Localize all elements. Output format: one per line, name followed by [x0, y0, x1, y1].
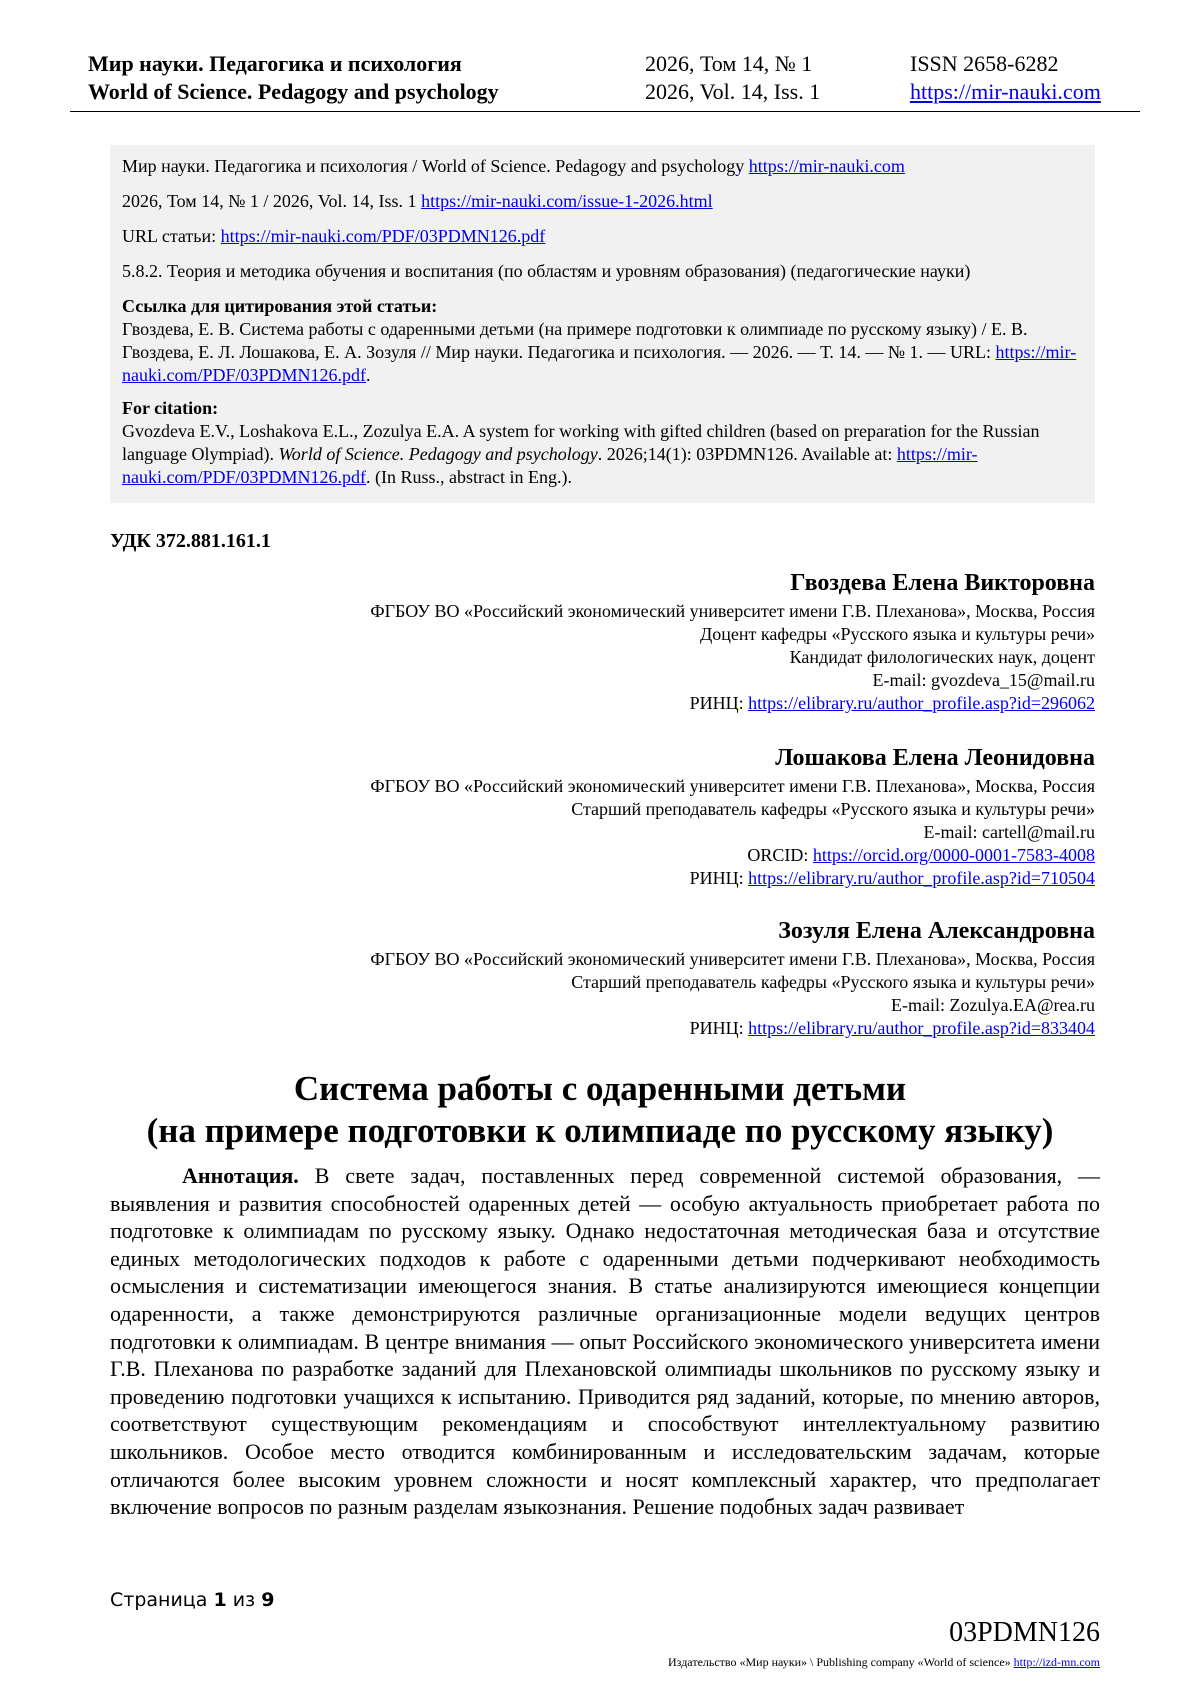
abstract-text: В свете задач, поставленных перед современной системой образования, — выявления и развития способностей одаренных детей — особую актуальность приобретает работа по подготовке к олимпиадам по русскому языку. Однако недостаточная методическая база и отсутствие единых методологических подходов к работе с одаренными детьми подчеркивают необходимость осмысления и систематизации имеющегося знания. В статье анализируются имеющиеся концепции одаренности, а также демонстрируются различные организационные модели ведущих центров подготовки к олимпиадам. В центре внимания — опыт Российского экономического университета имени Г.В. Плеханова по разработке заданий для Плехановской олимпиады школьников по русскому языку и проведению подготовки учащихся к испытанию. Приводится ряд заданий, которые, по мнению авторов, соответствуют существующим рекомендациям и способствуют интеллектуальному развитию школьников. Особое место отводится комбинированным и исследовательским задачам, которые отличаются более высоким уровнем сложности и носят комплексный характер, что предполагает включение вопросов по разным разделам языкознания. Решение подобных задач развивает [110, 1163, 1100, 1520]
udk-code: УДК 372.881.161.1 [110, 530, 271, 552]
issue-en: 2026, Vol. 14, Iss. 1 [645, 79, 821, 104]
author-name: Лошакова Елена Леонидовна [775, 745, 1095, 771]
publisher-link[interactable]: http://izd-mn.com [1013, 1655, 1100, 1669]
running-header [88, 50, 1140, 106]
info-article-url-link[interactable]: https://mir-nauki.com/PDF/03PDMN126.pdf [220, 226, 546, 246]
rinc-link[interactable]: https://elibrary.ru/author_profile.asp?id=296062 [748, 693, 1095, 713]
author-position: Старший преподаватель кафедры «Русского языка и культуры речи» [571, 972, 1095, 992]
citation-en-text2: . 2026;14(1): 03PDMN126. Available at: [597, 444, 897, 464]
article-title [60, 1068, 1140, 1152]
author-rinc [370, 867, 1095, 890]
info-issue-text: 2026, Том 14, № 1 / 2026, Vol. 14, Iss. 1 [122, 191, 422, 211]
author-name: Зозуля Елена Александровна [778, 918, 1095, 944]
article-title-line-1: Система работы с одаренными детьми [293, 1069, 907, 1108]
info-url-label: URL статьи: [122, 226, 221, 246]
info-issue-link[interactable]: https://mir-nauki.com/issue-1-2026.html [421, 191, 713, 211]
info-specialty: 5.8.2. Теория и методика обучения и воспитания (по областям и уровням образования) (педагогические науки) [122, 261, 971, 281]
article-title-line-2: (на примере подготовки к олимпиаде по русскому языку) [146, 1111, 1054, 1150]
page-total: 9 [261, 1589, 275, 1611]
author-block-2 [370, 743, 1095, 890]
citation-ru [122, 318, 1083, 387]
journal-title-en: World of Science. Pedagogy and psychology [88, 79, 499, 104]
author-email: E-mail: Zozulya.EA@rea.ru [891, 995, 1095, 1015]
citation-ru-text: Гвоздева, Е. В. Система работы с одаренными детьми (на примере подготовки к олимпиаде по русскому языку) / Е. В. Гвоздева, Е. Л. Лошакова, Е. А. Зозуля // Мир науки. Педагогика и психология. — 2026. — Т. 14. — № 1. — URL: [122, 319, 1028, 362]
orcid-label: ORCID: [747, 845, 813, 865]
author-rinc [370, 1017, 1095, 1040]
publisher-line [668, 1655, 1100, 1670]
rinc-label: РИНЦ: [689, 1018, 749, 1038]
author-org: ФГБОУ ВО «Российский экономический университет имени Г.В. Плеханова», Москва, Россия [370, 949, 1095, 969]
citation-ru-heading: Ссылка для цитирования этой статьи: [122, 296, 438, 316]
citation-en [122, 420, 1083, 489]
journal-title-ru: Мир науки. Педагогика и психология [88, 51, 462, 76]
author-position: Доцент кафедры «Русского языка и культуры речи» [699, 624, 1095, 644]
author-email: E-mail: cartell@mail.ru [923, 822, 1095, 842]
rinc-link[interactable]: https://elibrary.ru/author_profile.asp?id=833404 [748, 1018, 1095, 1038]
page-prefix: Страница [110, 1589, 214, 1611]
rinc-link[interactable]: https://elibrary.ru/author_profile.asp?id=710504 [748, 868, 1095, 888]
author-org: ФГБОУ ВО «Российский экономический университет имени Г.В. Плеханова», Москва, Россия [370, 601, 1095, 621]
header-divider [70, 111, 1140, 112]
author-position: Старший преподаватель кафедры «Русского языка и культуры речи» [571, 799, 1095, 819]
info-journal-link[interactable]: https://mir-nauki.com [748, 156, 905, 176]
abstract [110, 1162, 1100, 1521]
publisher-text: Издательство «Мир науки» \ Publishing company «World of science» [668, 1655, 1014, 1669]
page-of: из [226, 1589, 262, 1611]
citation-en-end: . (In Russ., abstract in Eng.). [366, 467, 572, 487]
orcid-link[interactable]: https://orcid.org/0000-0001-7583-4008 [812, 845, 1095, 865]
author-block-3 [370, 916, 1095, 1040]
rinc-label: РИНЦ: [689, 868, 749, 888]
journal-site-link[interactable]: https://mir-nauki.com [910, 79, 1101, 104]
citation-ru-link[interactable]: https://mir-nauki.com/PDF/03PDMN126.pdf [122, 342, 1077, 385]
info-journal-text: Мир науки. Педагогика и психология / World of Science. Pedagogy and psychology [122, 156, 749, 176]
issn: ISSN 2658-6282 [910, 51, 1059, 76]
author-degree: Кандидат филологических наук, доцент [789, 647, 1095, 667]
author-org: ФГБОУ ВО «Российский экономический университет имени Г.В. Плеханова», Москва, Россия [370, 776, 1095, 796]
info-url-line [122, 225, 1083, 248]
info-issue-line [122, 190, 1083, 213]
citation-en-journal: World of Science. Pedagogy and psychology [278, 444, 598, 464]
citation-en-link[interactable]: https://mir-nauki.com/PDF/03PDMN126.pdf [122, 444, 978, 487]
page-number [110, 1589, 274, 1611]
author-block-1 [370, 568, 1095, 715]
citation-ru-end: . [366, 365, 371, 385]
article-id: 03PDMN126 [949, 1617, 1100, 1648]
page-current: 1 [213, 1589, 227, 1611]
issue-ru: 2026, Том 14, № 1 [645, 51, 813, 76]
abstract-label: Аннотация. [182, 1163, 299, 1188]
article-info-box [110, 145, 1095, 503]
info-journal-line [122, 155, 1083, 178]
citation-en-text: Gvozdeva E.V., Loshakova E.L., Zozulya E.A. A system for working with gifted children (based on preparation for the Russian language Olympiad). [122, 421, 1040, 464]
author-name: Гвоздева Елена Викторовна [790, 570, 1095, 596]
author-rinc [370, 692, 1095, 715]
citation-en-heading: For citation: [122, 398, 219, 418]
author-orcid [370, 844, 1095, 867]
rinc-label: РИНЦ: [689, 693, 749, 713]
author-email: E-mail: gvozdeva_15@mail.ru [872, 670, 1095, 690]
